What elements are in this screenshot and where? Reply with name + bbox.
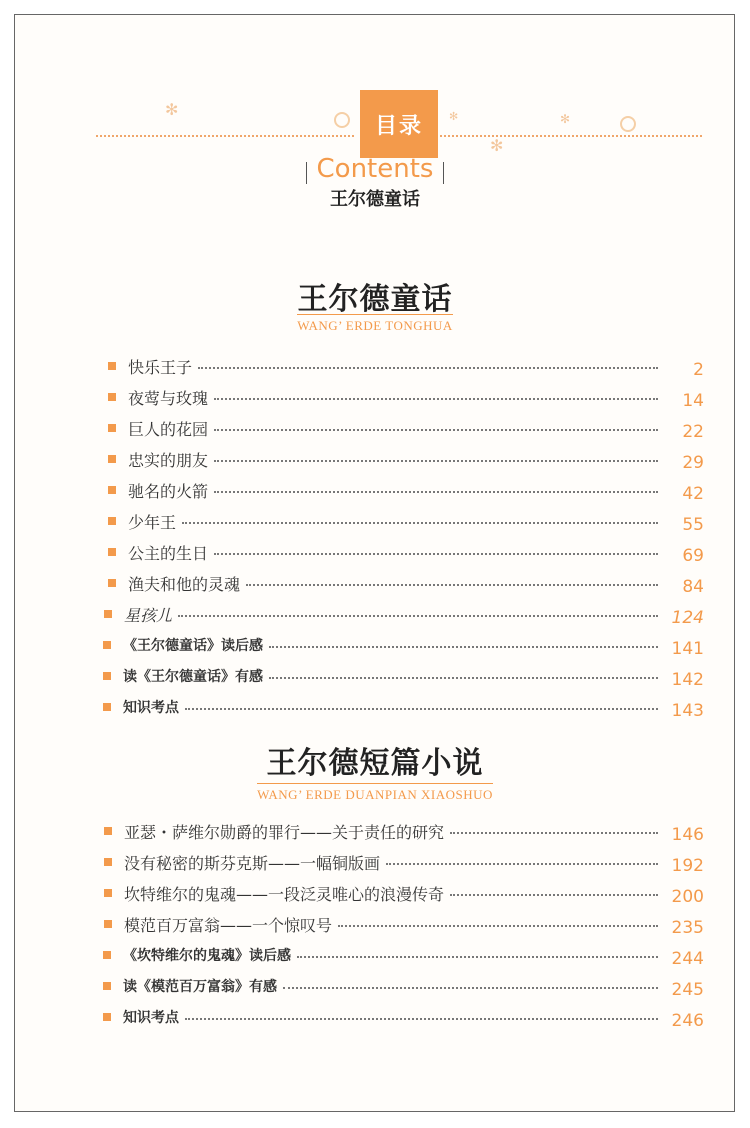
entry-page: 244	[671, 949, 704, 969]
snowflake-icon: ✻	[490, 136, 504, 155]
snowflake-icon: ✻	[449, 110, 459, 123]
entry-page: 29	[682, 453, 704, 473]
ring-decoration-icon	[334, 112, 350, 128]
toc-entry[interactable]	[108, 384, 704, 410]
entry-title: 忠实的朋友	[128, 450, 209, 470]
toc-entry[interactable]	[108, 353, 704, 379]
entry-page: 192	[671, 856, 704, 876]
snowflake-icon: ✻	[560, 112, 571, 126]
dot-leader	[185, 1018, 658, 1020]
decorative-dotted-line-left	[96, 135, 354, 137]
entry-page: 55	[682, 515, 704, 535]
toc-entry[interactable]	[108, 508, 704, 534]
entry-title: 读《模范百万富翁》有感	[123, 979, 277, 995]
entry-page: 84	[682, 577, 704, 597]
toc-entry[interactable]	[108, 570, 704, 596]
entry-title: 知识考点	[123, 700, 179, 716]
book-title: 王尔德童话	[330, 189, 420, 210]
toc-entry[interactable]	[108, 415, 704, 441]
decorative-dotted-line-right	[440, 135, 702, 137]
ring-decoration-icon	[620, 116, 636, 132]
toc-entry[interactable]	[104, 849, 704, 875]
entry-page: 245	[671, 980, 704, 1000]
dot-leader	[297, 956, 658, 958]
entry-title: 读《王尔德童话》有感	[123, 669, 263, 685]
bullet-square-icon	[108, 362, 116, 370]
entry-title: 没有秘密的斯芬克斯——一幅铜版画	[124, 853, 381, 873]
toc-entry[interactable]	[103, 694, 704, 720]
dot-leader	[246, 584, 658, 586]
contents-label-row	[0, 153, 750, 185]
toc-entry[interactable]	[103, 942, 704, 968]
toc-entry[interactable]	[108, 477, 704, 503]
dot-leader	[214, 553, 658, 555]
section-title: 王尔德短篇小说	[266, 746, 484, 781]
section-pinyin: WANG’ ERDE TONGHUA	[0, 314, 750, 334]
bullet-square-icon	[104, 920, 112, 928]
bullet-square-icon	[103, 703, 111, 711]
entry-page: 124	[671, 608, 704, 628]
entry-title: 渔夫和他的灵魂	[128, 574, 241, 594]
entry-page: 146	[671, 825, 704, 845]
dot-leader	[214, 491, 658, 493]
dot-leader	[269, 677, 658, 679]
entry-page: 142	[671, 670, 704, 690]
bullet-square-icon	[103, 982, 111, 990]
dot-leader	[386, 863, 658, 865]
dot-leader	[450, 832, 658, 834]
dot-leader	[182, 522, 658, 524]
entry-title: 模范百万富翁——一个惊叹号	[124, 915, 333, 935]
contents-label: Contents	[316, 154, 434, 184]
entry-title: 夜莺与玫瑰	[128, 388, 209, 408]
toc-entry[interactable]	[103, 632, 704, 658]
toc-entry[interactable]	[104, 601, 704, 627]
bullet-square-icon	[108, 486, 116, 494]
entry-title: 亚瑟・萨维尔勋爵的罪行——关于责任的研究	[124, 822, 445, 842]
entry-page: 2	[693, 360, 704, 380]
bullet-square-icon	[103, 1013, 111, 1021]
dot-leader	[338, 925, 658, 927]
entry-page: 246	[671, 1011, 704, 1031]
entry-title: 少年王	[128, 512, 177, 532]
snowflake-icon: ✻	[165, 100, 179, 119]
bullet-square-icon	[104, 858, 112, 866]
bullet-square-icon	[103, 672, 111, 680]
entry-title: 巨人的花园	[128, 419, 209, 439]
bullet-square-icon	[108, 455, 116, 463]
bullet-square-icon	[103, 641, 111, 649]
divider	[306, 162, 307, 184]
bullet-square-icon	[108, 517, 116, 525]
bullet-square-icon	[104, 889, 112, 897]
mulu-label: 目录	[374, 113, 423, 139]
dot-leader	[214, 460, 658, 462]
entry-title: 坎特维尔的鬼魂——一段泛灵唯心的浪漫传奇	[124, 884, 445, 904]
divider	[443, 162, 444, 184]
dot-leader	[214, 429, 658, 431]
toc-entry[interactable]	[103, 973, 704, 999]
entry-title: 公主的生日	[128, 543, 209, 563]
bullet-square-icon	[104, 827, 112, 835]
entry-title: 星孩儿	[124, 605, 173, 625]
toc-entry[interactable]	[103, 663, 704, 689]
bullet-square-icon	[104, 610, 112, 618]
section-title: 王尔德童话	[297, 282, 453, 317]
contents-heading-box	[360, 90, 438, 158]
entry-page: 42	[682, 484, 704, 504]
entry-page: 141	[671, 639, 704, 659]
toc-entry[interactable]	[104, 818, 704, 844]
bullet-square-icon	[103, 951, 111, 959]
dot-leader	[185, 708, 658, 710]
entry-page: 200	[671, 887, 704, 907]
bullet-square-icon	[108, 548, 116, 556]
toc-entry[interactable]	[103, 1004, 704, 1030]
entry-page: 235	[671, 918, 704, 938]
toc-entry[interactable]	[108, 446, 704, 472]
entry-page: 14	[682, 391, 704, 411]
dot-leader	[269, 646, 658, 648]
entry-title: 《坎特维尔的鬼魂》读后感	[123, 948, 291, 964]
entry-title: 知识考点	[123, 1010, 179, 1026]
dot-leader	[198, 367, 658, 369]
section-pinyin: WANG’ ERDE DUANPIAN XIAOSHUO	[0, 783, 750, 803]
entry-page: 143	[671, 701, 704, 721]
entry-title: 快乐王子	[128, 357, 193, 377]
entry-page: 22	[682, 422, 704, 442]
bullet-square-icon	[108, 579, 116, 587]
dot-leader	[283, 987, 658, 989]
dot-leader	[214, 398, 658, 400]
bullet-square-icon	[108, 424, 116, 432]
toc-entry[interactable]	[104, 911, 704, 937]
dot-leader	[450, 894, 658, 896]
dot-leader	[178, 615, 658, 617]
entry-page: 69	[682, 546, 704, 566]
entry-title: 《王尔德童话》读后感	[123, 638, 263, 654]
entry-title: 驰名的火箭	[128, 481, 209, 501]
toc-entry[interactable]	[108, 539, 704, 565]
toc-entry[interactable]	[104, 880, 704, 906]
bullet-square-icon	[108, 393, 116, 401]
